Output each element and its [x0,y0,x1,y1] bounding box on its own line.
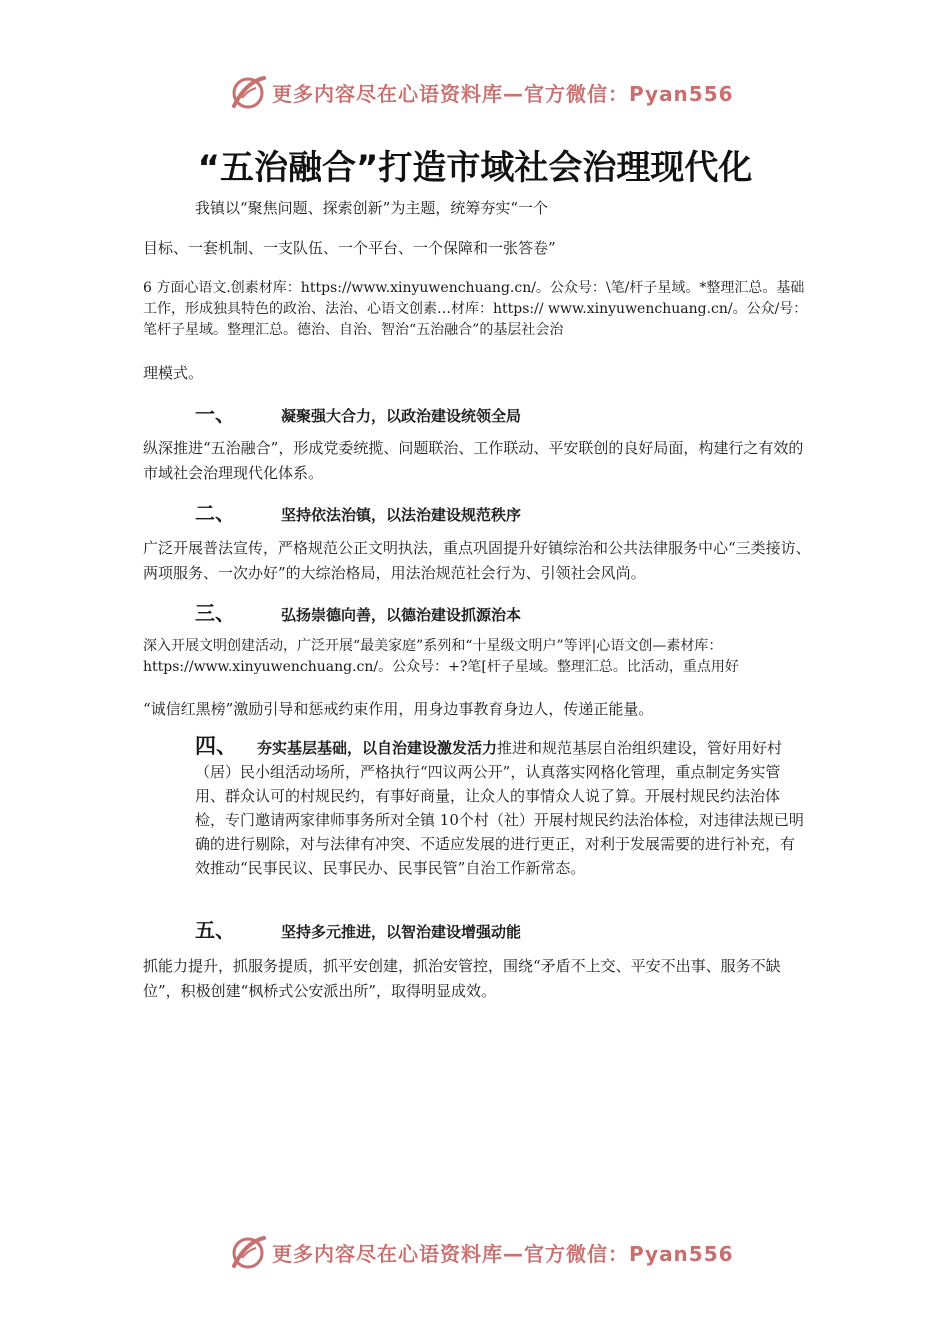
section-number: 三、 [195,601,235,625]
intro-line-1: 我镇以“聚焦问题、探索创新”为主题，统筹夯实“一个 [195,199,549,217]
section-title: 坚持依法治镇，以法治建设规范秩序 [281,506,522,524]
page-title: “五治融合”打造市域社会治理现代化 [197,148,753,188]
section-3-body-continued: “诚信红黑榜”激励引导和惩戒约束作用，用身边事教育身边人，传递正能量。 [143,700,654,718]
section-1-heading [195,398,521,427]
intro-line-3: 6 方面心语文.创素材库：https://www.xinyuwenchuang.cn/。公众号：\笔/杆子星域。*整理汇总。基础工作，形成独具特色的政治、法治、心语文创素…材库：https:// www.xinyuwenchuang.cn/。公众/号：笔杆子星域。整理汇总。德治、自治、智治“五治融合”的基层社会治 [143,280,808,338]
intro-line-4: 理模式。 [143,364,204,382]
section-2-body: 广泛开展普法宣传，严格规范公正文明执法，重点巩固提升好镇综治和公共法律服务中心“三类接访、两项服务、一次办好”的大综治格局，用法治规范社会行为、引领社会风尚。 [143,539,811,582]
header-banner [228,72,734,112]
intro-line-2: 目标、一套机制、一支队伍、一个平台、一个保障和一张答卷” [143,239,556,257]
section-5-heading [195,914,521,943]
section-title: 夯实基层基础，以自治建设激发活力 [257,739,498,757]
section-4-body: 推进和规范基层自治组织建设，管好用好村（居）民小组活动场所，严格执行“四议两公开”，认真落实网格化管理，重点制定务实管用、群众认可的村规民约，有事好商量，让众人的事情众人说了算。开展村规民约法治体检，专门邀请两家律师事务所对全镇 10个村（社）开展村规民约法治体检，对违律法规已明确的进行剔除，对与法律有冲突、不适应发展的进行更正，对利于发展需要的进行补充，有效推动“民事民议、民事民办、民事民管”自治工作新常态。 [195,739,804,877]
section-2-heading [195,497,521,526]
footer-banner [228,1232,734,1272]
banner-text: 更多内容尽在心语资料库—官方微信：Pyan556 [272,1241,734,1266]
section-number: 二、 [195,501,235,525]
section-number: 一、 [195,402,235,426]
section-3-body: 深入开展文明创建活动，广泛开展“最美家庭”系列和“十星级文明户”等评|心语文创—素材库：https://www.xinyuwenchuang.cn/。公众号：+?笔[杆子星域。整理汇总。比活动，重点用好 [143,638,739,675]
section-1-body: 纵深推进“五治融合”，形成党委统揽、问题联治、工作联动、平安联创的良好局面，构建行之有效的市域社会治理现代化体系。 [143,439,804,482]
section-number: 四、 [195,734,237,758]
brush-logo-icon [228,72,268,112]
section-title: 坚持多元推进，以智治建设增强动能 [281,923,522,941]
section-number: 五、 [195,918,235,942]
section-5-body: 抓能力提升，抓服务提质，抓平安创建，抓治安管控，围绕“矛盾不上交、平安不出事、服务不缺位”，积极创建“枫桥式公安派出所”，取得明显成效。 [143,957,781,1000]
section-3-heading [195,597,521,626]
section-title: 凝聚强大合力，以政治建设统领全局 [281,407,522,425]
section-title: 弘扬崇德向善，以德治建设抓源治本 [281,606,522,624]
brush-logo-icon [228,1232,268,1272]
banner-text: 更多内容尽在心语资料库—官方微信：Pyan556 [272,81,734,106]
section-4 [195,734,807,880]
